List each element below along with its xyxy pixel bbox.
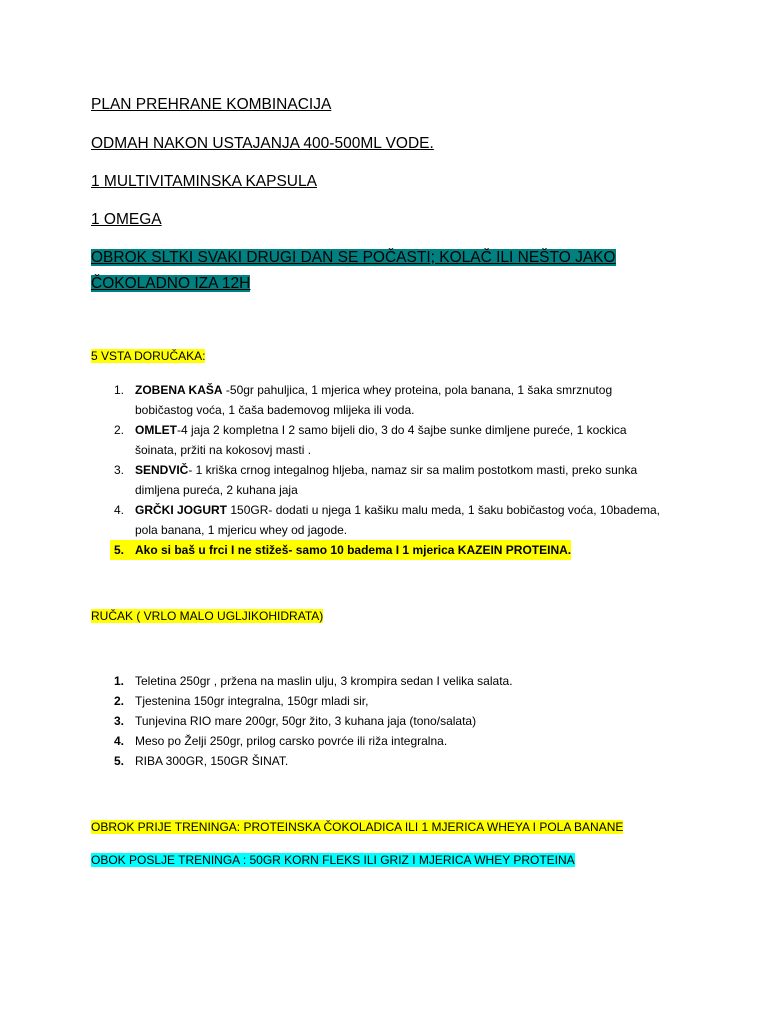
omega-line: 1 OMEGA [91, 211, 162, 228]
list-item-text: OMLET-4 jaja 2 kompletna I 2 samo bijeli dio, 3 do 4 šajbe sunke dimljene pureće, 1 kockica šoinata, pržiti na kokosovj masti . [135, 423, 627, 457]
list-number: 2. [114, 694, 125, 708]
list-number: 3. [114, 463, 125, 477]
list-number: 1. [114, 383, 125, 397]
list-number: 2. [114, 423, 125, 437]
post-training-meal: OBOK POSLJE TRENINGA : 50GR KORN FLEKS ILI GRIZ I MJERICA WHEY PROTEINA [91, 853, 575, 867]
water-instruction: ODMAH NAKON USTAJANJA 400-500ML VODE. [91, 135, 434, 152]
list-number: 5. [110, 540, 135, 560]
list-number: 4. [114, 734, 125, 748]
list-item-text: Tunjevina RIO mare 200gr, 50gr žito, 3 kuhana jaja (tono/salata) [135, 714, 477, 728]
lunch-heading: RUČAK ( VRLO MALO UGLJIKOHIDRATA) [91, 609, 324, 623]
sweet-meal-line-1: OBROK SLTKI SVAKI DRUGI DAN SE POČASTI; KOLAČ ILI NEŠTO JAKO [91, 249, 616, 266]
list-item-text: RIBA 300GR, 150GR ŠINAT. [135, 754, 289, 768]
list-number: 5. [114, 754, 125, 768]
list-number: 4. [114, 503, 125, 517]
list-item-text: Ako si baš u frci I ne stižeš- samo 10 badema I 1 mjerica KAZEIN PROTEINA. [135, 540, 571, 560]
page-title: PLAN PREHRANE KOMBINACIJA [91, 96, 332, 113]
multivitamin-line: 1 MULTIVITAMINSKA KAPSULA [91, 173, 317, 190]
list-item-text: ZOBENA KAŠA -50gr pahuljica, 1 mjerica whey proteina, pola banana, 1 šaka smrznutog bobičastog voća, 1 čaša bademovog mlijeka ili voda. [135, 383, 613, 417]
list-number: 3. [114, 714, 125, 728]
list-item-text: Meso po Želji 250gr, prilog carsko povrće ili riža integralna. [135, 734, 448, 748]
breakfast-heading: 5 VSTA DORUČAKA: [91, 349, 206, 363]
pre-training-meal: OBROK PRIJE TRENINGA: PROTEINSKA ČOKOLADICA ILI 1 MJERICA WHEYA I POLA BANANE [91, 820, 624, 834]
sweet-meal-line-2: ČOKOLADNO IZA 12H [91, 275, 251, 292]
list-item-text: GRČKI JOGURT 150GR- dodati u njega 1 kašiku malu meda, 1 šaku bobičastog voća, 10badema, pola banana, 1 mjericu whey od jagode. [135, 503, 660, 537]
list-number: 1. [114, 674, 125, 688]
list-item-text: SENDVIČ- 1 kriška crnog integalnog hljeba, namaz sir sa malim postotkom masti, preko sunka dimljena pureća, 2 kuhana jaja [135, 463, 638, 497]
list-item-text: Teletina 250gr , pržena na maslin ulju, 3 krompira sedan I velika salata. [135, 674, 513, 688]
list-item-text: Tjestenina 150gr integralna, 150gr mladi sir, [135, 694, 369, 708]
